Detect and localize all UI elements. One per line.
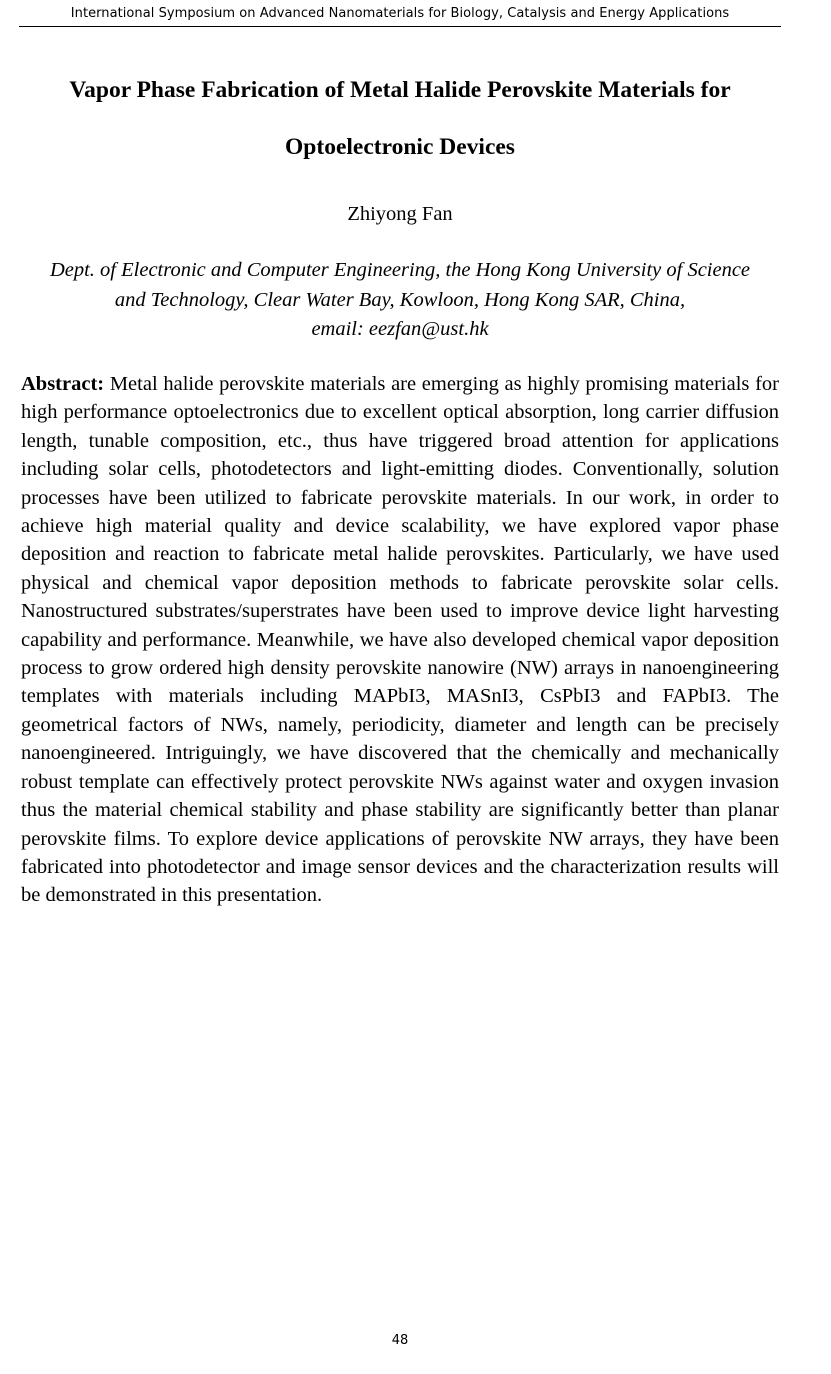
author-email: email: eezfan@ust.hk <box>311 318 489 340</box>
abstract-label: Abstract: <box>21 373 105 395</box>
page-number: 48 <box>391 1333 409 1348</box>
running-header <box>19 4 781 27</box>
paper-title <box>20 62 780 176</box>
running-header-text: International Symposium on Advanced Nanomaterials for Biology, Catalysis and Energy Applications <box>70 6 730 21</box>
author-name: Zhiyong Fan <box>347 203 453 225</box>
author-affiliation <box>20 256 780 345</box>
abstract-body: Metal halide perovskite materials are emerging as highly promising materials for high performance optoelectronics due to excellent optical absorption, long carrier diffusion length, tunable composition, etc., thus have triggered broad attention for applications including solar cells, photodetectors and light-emitting diodes. Conventionally, solution processes have been utilized to fabricate perovskite materials. In our work, in order to achieve high material quality and device scalability, we have explored vapor phase deposition and reaction to fabricate metal halide perovskites. Particularly, we have used physical and chemical vapor deposition methods to fabricate perovskite solar cells. Nanostructured substrates/superstrates have been used to improve device light harvesting capability and performance. Meanwhile, we have also developed chemical vapor deposition process to grow ordered high density perovskite nanowire (NW) arrays in nanoengineering templates with materials including MAPbI3, MASnI3, CsPbI3 and FAPbI3. The geometrical factors of NWs, namely, periodicity, diameter and length can be precisely nanoengineered. Intriguingly, we have discovered that the chemically and mechanically robust template can effectively protect perovskite NWs against water and oxygen invasion thus the material chemical stability and phase stability are significantly better than planar perovskite films. To explore device applications of perovskite NW arrays, they have been fabricated into photodetector and image sensor devices and the characterization results will be demonstrated in this presentation. <box>21 373 779 907</box>
abstract <box>21 370 779 910</box>
paper-title-line-1: Vapor Phase Fabrication of Metal Halide Perovskite Materials for <box>69 77 731 103</box>
affiliation-line-1: Dept. of Electronic and Computer Engineering, the Hong Kong University of Science <box>49 259 751 281</box>
affiliation-line-2: and Technology, Clear Water Bay, Kowloon, Hong Kong SAR, China, <box>114 288 686 311</box>
paper-title-line-2: Optoelectronic Devices <box>285 134 515 160</box>
